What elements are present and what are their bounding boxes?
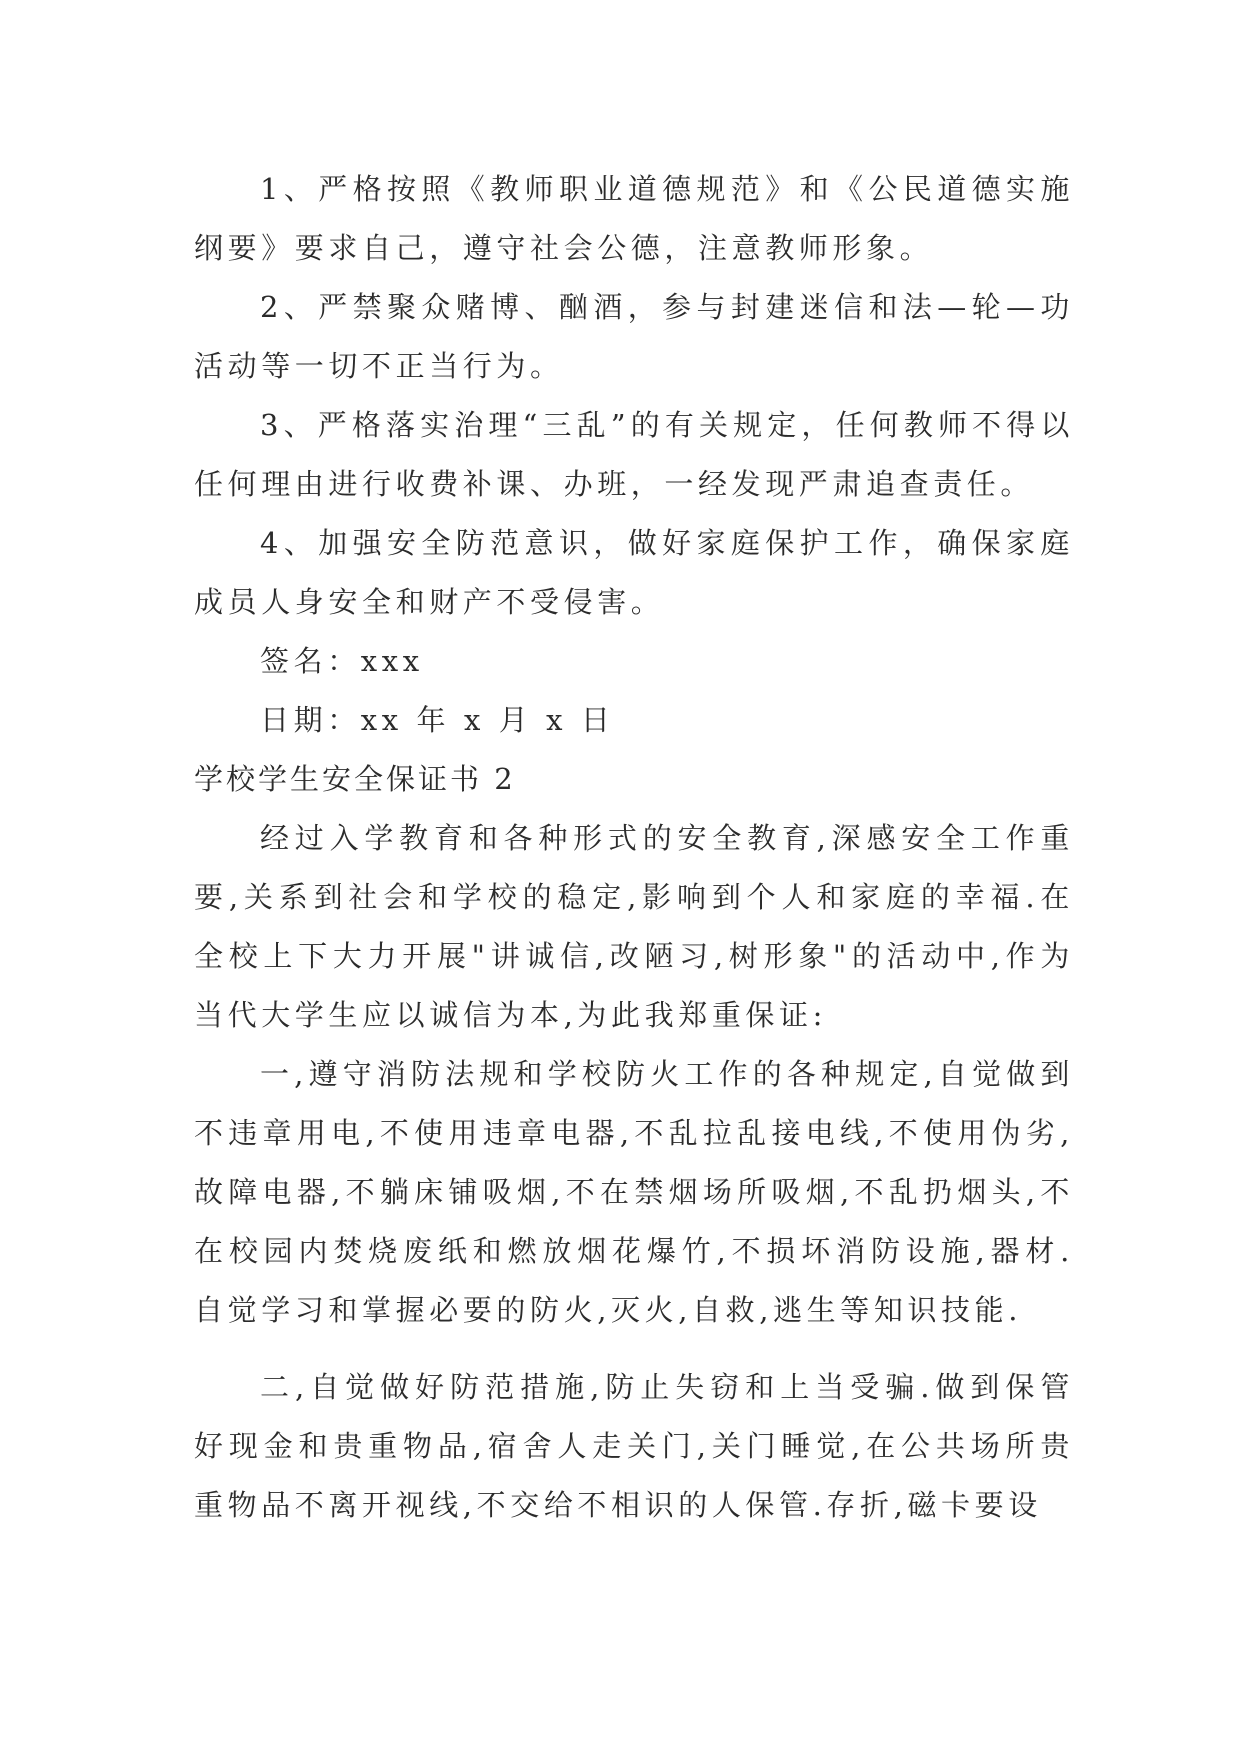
signature-line: 签名：xxx: [260, 644, 424, 678]
section-title: 学校学生安全保证书 2: [194, 762, 516, 796]
item-one-paragraph: 一,遵守消防法规和学校防火工作的各种规定,自觉做到不违章用电,不使用违章电器,不乱拉乱接电线,不使用伪劣,故障电器,不躺床铺吸烟,不在禁烟场所吸烟,不乱扔烟头,不在校园内焚烧废纸和燃放烟花爆竹,不损坏消防设施,器材.自觉学习和掌握必要的防火,灭火,自救,逃生等知识技能.: [194, 1057, 1074, 1327]
paragraph-rule-1: 1、严格按照《教师职业道德规范》和《公民道德实施纲要》要求自己，遵守社会公德，注意教师形象。: [194, 172, 1074, 265]
intro-paragraph: 经过入学教育和各种形式的安全教育,深感安全工作重要,关系到社会和学校的稳定,影响到个人和家庭的幸福.在全校上下大力开展"讲诚信,改陋习,树形象"的活动中,作为当代大学生应以诚信为本,为此我郑重保证:: [194, 821, 1074, 1032]
item-two-paragraph: 二,自觉做好防范措施,防止失窃和上当受骗.做到保管好现金和贵重物品,宿舍人走关门,关门睡觉,在公共场所贵重物品不离开视线,不交给不相识的人保管.存折,磁卡要设: [194, 1370, 1074, 1522]
paragraph-gap: [194, 1340, 1074, 1358]
document-page: [194, 160, 1074, 1535]
paragraph-rule-3: 3、严格落实治理“三乱”的有关规定，任何教师不得以任何理由进行收费补课、办班，一经发现严肃追查责任。: [194, 408, 1074, 501]
paragraph-rule-2: 2、严禁聚众赌博、酗酒，参与封建迷信和法—轮—功活动等一切不正当行为。: [194, 290, 1074, 383]
date-line: 日期：xx 年 x 月 x 日: [260, 703, 615, 737]
paragraph-rule-4: 4、加强安全防范意识，做好家庭保护工作，确保家庭成员人身安全和财产不受侵害。: [194, 526, 1074, 619]
